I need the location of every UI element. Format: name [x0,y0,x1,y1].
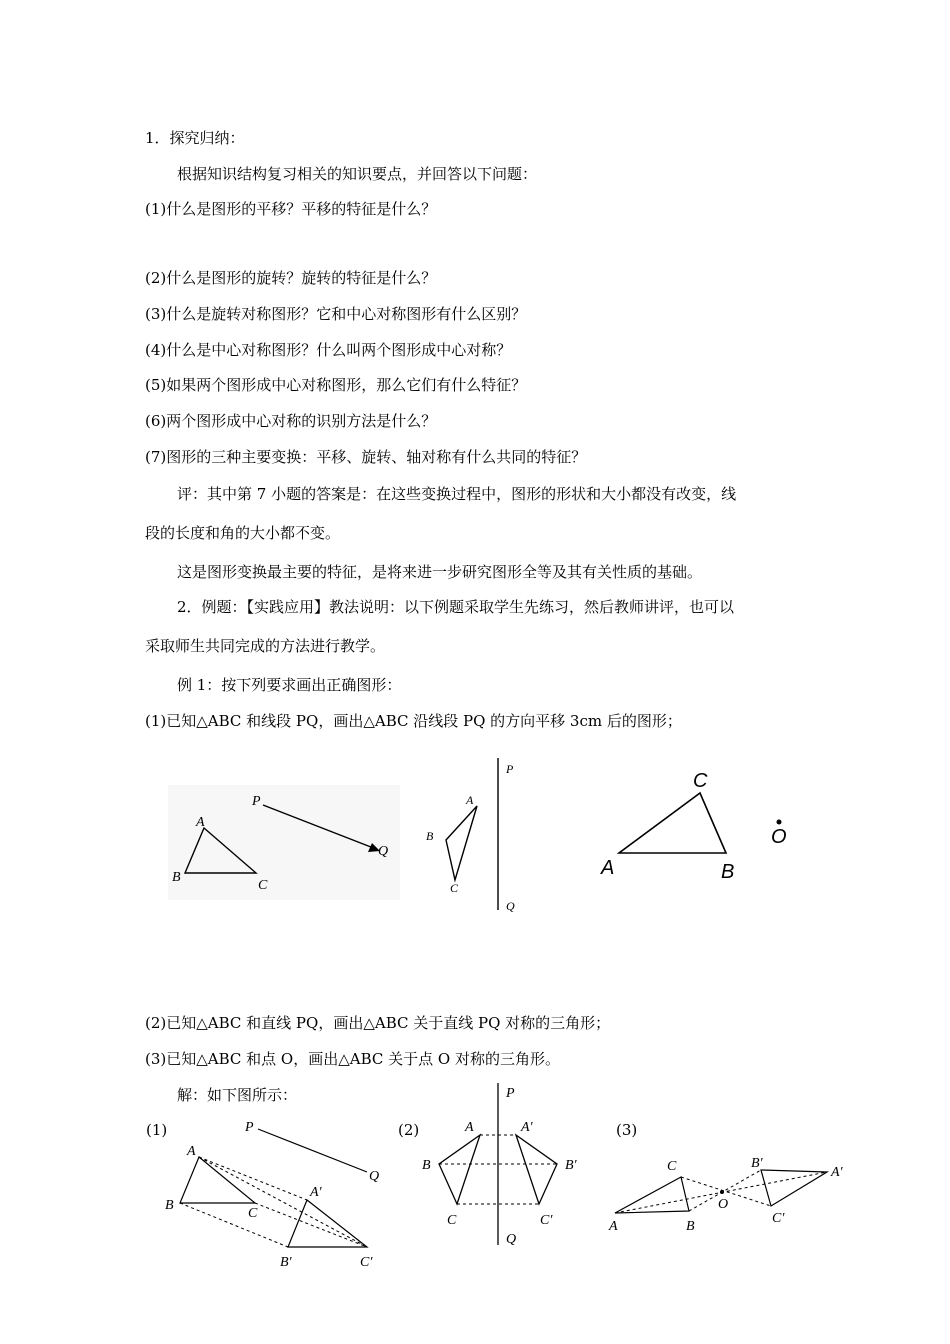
question-2: (2)什么是图形的旋转？旋转的特征是什么？ [145,269,437,287]
label-a: A [465,1120,474,1135]
label-c-prime: C′ [772,1211,785,1226]
triangle-abc [439,1135,480,1204]
label-a: A [466,793,474,807]
label-o: O [771,826,787,848]
segment-pq [258,1129,367,1172]
label-c-prime: C′ [360,1255,373,1270]
label-b-prime: B′ [565,1158,577,1173]
figure-reflect-problem [420,758,530,918]
triangle-abc-image [761,1170,827,1206]
label-c: C [693,770,708,792]
intro-text: 根据知识结构复习相关的知识要点，并回答以下问题： [177,165,538,183]
label-b: B [721,861,735,883]
question-4: (4)什么是中心对称图形？什么叫两个图形成中心对称？ [145,341,512,359]
example-1-part-3: (3)已知△ABC 和点 O，画出△ABC 关于点 O 对称的三角形。 [145,1050,560,1068]
question-3: (3)什么是旋转对称图形？它和中心对称图形有什么区别？ [145,305,527,323]
example-intro-1: 2．例题：【实践应用】教法说明：以下例题采取学生先练习，然后教师讲评，也可以 [177,598,735,616]
example-1-part-2: (2)已知△ABC 和直线 PQ，画出△ABC 关于直线 PQ 对称的三角形； [145,1014,611,1032]
label-b: B [172,870,181,885]
label-q: Q [506,899,515,913]
example-1-part-1: (1)已知△ABC 和线段 PQ，画出△ABC 沿线段 PQ 的方向平移 3cm 后的图形； [145,712,682,730]
triangle-abc-image [516,1135,557,1204]
triangle-abc [615,1177,689,1213]
label-p: P [252,794,261,809]
basis-text: 这是图形变换最主要的特征，是将来进一步研究图形全等及其有关性质的基础。 [177,563,703,581]
solution-text: 解：如下图所示： [177,1086,298,1104]
label-b: B [422,1158,431,1173]
label-o: O [718,1197,729,1212]
figure-translate-problem [168,785,400,900]
label-b: B [165,1198,174,1213]
solution-figure-3 [605,1150,855,1240]
label-a-prime: A′ [310,1185,322,1200]
example-1-title: 例 1：按下列要求画出正确图形： [177,676,402,694]
figure-point-problem [595,760,805,885]
example-intro-2: 采取师生共同完成的方法进行教学。 [145,637,386,655]
label-a-prime: A′ [521,1120,533,1135]
label-b: B [686,1219,695,1234]
label-c: C [258,878,268,893]
comment-line-1: 评：其中第 7 小题的答案是：在这些变换过程中，图形的形状和大小都没有改变，线 [177,485,737,503]
question-6: (6)两个图形成中心对称的识别方法是什么？ [145,412,437,430]
label-p: P [506,762,514,776]
question-5: (5)如果两个图形成中心对称图形，那么它们有什么特征？ [145,376,527,394]
solution-figure-2 [415,1083,595,1250]
point-o [777,820,782,825]
label-b-prime: B′ [280,1255,292,1270]
question-1: (1)什么是图形的平移？平移的特征是什么？ [145,200,437,218]
label-a: A [609,1219,618,1234]
label-q: Q [369,1169,380,1184]
label-c: C [450,881,459,895]
label-b-prime: B′ [751,1156,763,1171]
solution-figure-1 [160,1115,390,1275]
label-a: A [187,1144,196,1159]
point-o [720,1190,724,1194]
label-p: P [506,1086,515,1101]
label-q: Q [506,1232,517,1247]
label-a: A [196,815,205,830]
triangle-abc-image [288,1200,367,1247]
label-c-prime: C′ [540,1213,553,1228]
solution-label-1: (1) [146,1121,168,1139]
label-a-prime: A′ [831,1165,843,1180]
label-p: P [245,1120,254,1135]
triangle-abc [446,806,477,880]
solution-label-2: (2) [398,1121,420,1139]
question-7: (7)图形的三种主要变换：平移、旋转、轴对称有什么共同的特征？ [145,448,587,466]
label-c: C [667,1159,677,1174]
label-b: B [426,829,434,843]
heading-explore: 1．探究归纳： [145,129,245,147]
triangle-abc [619,793,726,853]
label-q: Q [378,844,389,859]
label-c: C [447,1213,457,1228]
comment-line-2: 段的长度和角的大小都不变。 [145,524,341,542]
label-a: A [601,857,615,879]
label-c: C [248,1206,258,1221]
solution-label-3: (3) [616,1121,638,1139]
